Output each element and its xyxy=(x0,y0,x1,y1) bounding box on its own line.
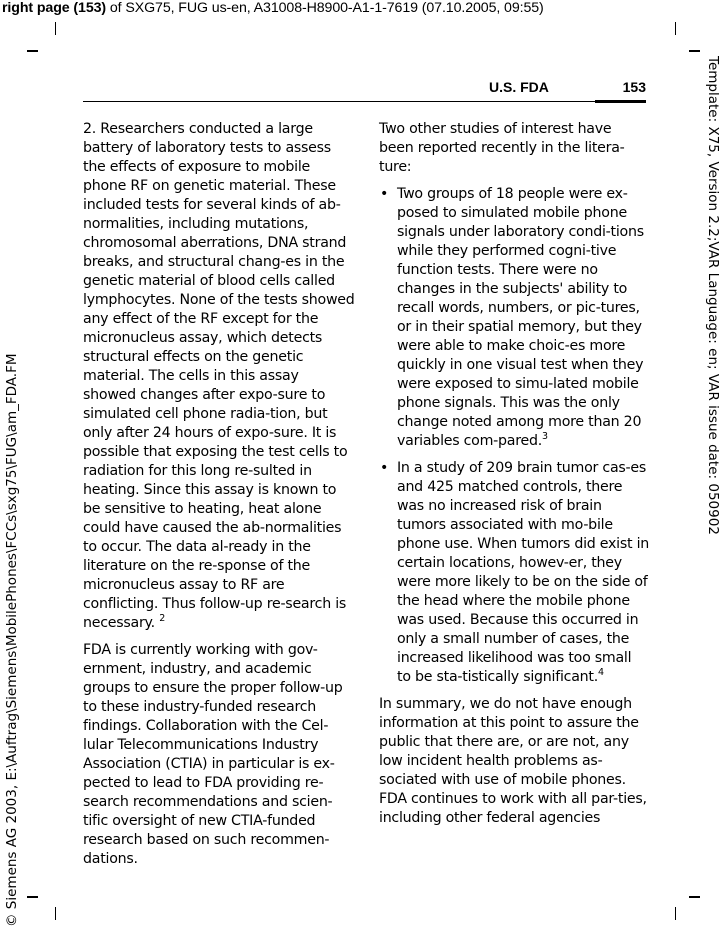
print-details: of SXG75, FUG us-en, A31008-H8900-A1-1-7619 (07.10.2005, 09:55) xyxy=(106,0,544,16)
paragraph: Two other studies of interest have been reported recently in the litera-ture: xyxy=(379,121,625,175)
bullet-marker: • xyxy=(380,186,389,202)
crop-mark-bottom-left-h xyxy=(27,896,38,898)
footnote-ref: 3 xyxy=(542,431,548,442)
crop-mark-top-right-h xyxy=(689,50,700,52)
right-column xyxy=(379,120,649,836)
crop-mark-top-right-v xyxy=(675,22,676,35)
header-rule-thin xyxy=(83,101,646,102)
bullet-marker: • xyxy=(380,460,389,476)
header-rule-thick xyxy=(595,100,646,103)
running-header xyxy=(376,79,646,99)
list-item: • Two groups of 18 people were ex-posed to simulated mobile phone signals under laboratory condi-tions while they performed cogni-tive function tests. There were no changes in the subjects' ability to recall words, numbers, or pic-tures, or in their spatial memory, but they were able to make choic-es more quickly in one visual test when they were exposed to simu-lated mobile phone signals. This was the only change noted among more than 20 variables com-pared.$^3$ xyxy=(380,186,644,449)
page-label: right page (153) xyxy=(2,0,107,16)
footnote-ref: 2 xyxy=(159,613,165,624)
paragraph: 2. Researchers conducted a large battery of laboratory tests to assess the effects of exposure to mobile phone RF on genetic material. These included tests for several kinds of ab-normalities, including mutations, chromosomal aberrations, DNA strand breaks, and structural chang-es in the genetic material of blood cells called lymphocytes. None of the tests showed any effect of the RF except for the micronucleus assay, which detects structural effects on the genetic material. The cells in this assay showed changes after expo-sure to simulated cell phone radia-tion, but only after 24 hours of expo-sure. It is possible that exposing the test cells to radiation for this long re-sulted in heating. Since this assay is known to be sensitive to heating, heat alone could have caused the ab-normalities to occur. The data al-ready in the literature on the re-sponse of the micronucleus assay to RF are conflicting. Thus follow-up re-search is necessary. $^2$ xyxy=(83,121,355,631)
print-info-line xyxy=(2,0,726,17)
crop-mark-top-left-v xyxy=(55,22,56,35)
list-item: • In a study of 209 brain tumor cas-es and 425 matched controls, there was no increased risk of brain tumors associated with mo-bile phone use. When tumors did exist in certain locations, howev-er, they were more likely to be on the side of the head where the mobile phone was used. Because this occurred in only a small number of cases, the increased likelihood was too small to be sta-tistically significant.$^4$ xyxy=(380,460,650,685)
footnote-ref: 4 xyxy=(597,667,604,678)
paragraph: In summary, we do not have enough information at this point to assure the public that there are, or are not, any low incident health problems as-sociated with use of mobile phones. FDA continues to work with all par-ties, including other federal agencies xyxy=(379,696,647,826)
left-column xyxy=(83,120,355,877)
crop-mark-top-left-h xyxy=(27,50,38,52)
section-title: U.S. FDA xyxy=(489,79,549,95)
crop-mark-bottom-right-h xyxy=(689,896,700,898)
crop-mark-bottom-left-v xyxy=(55,907,56,920)
page-number: 153 xyxy=(622,79,646,95)
crop-mark-bottom-right-v xyxy=(675,907,676,920)
paragraph: FDA is currently working with gov-ernment, industry, and academic groups to ensure the proper follow-up to these industry-funded research findings. Collaboration with the Cel-lular Telecommunications Industry Association (CTIA) in particular is ex-pected to lead to FDA providing re-search recommendations and scien-tific oversight of new CTIA-funded research based on such recommen-dations. xyxy=(83,642,343,867)
